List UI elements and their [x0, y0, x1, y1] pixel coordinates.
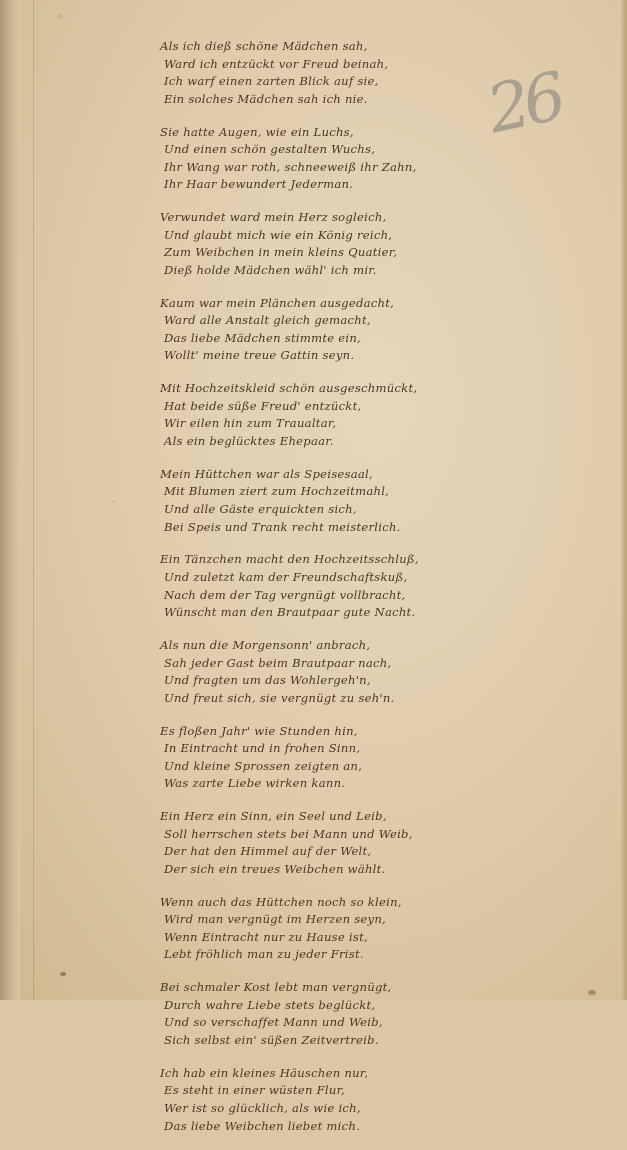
page-edge — [621, 0, 627, 1000]
poem-line: Ein Tänzchen macht den Hochzeitsschluß, — [160, 552, 419, 567]
poem-line: In Eintracht und in frohen Sinn, — [164, 741, 361, 756]
poem-line: Und so verschaffet Mann und Weib, — [164, 1015, 383, 1030]
binding-edge-line — [33, 0, 34, 1000]
poem-line: Und freut sich, sie vergnügt zu seh'n. — [164, 690, 395, 705]
paper-stain — [60, 972, 66, 976]
stanza — [160, 979, 505, 1049]
poem-line: Zum Weibchen in mein kleins Quatier, — [164, 245, 398, 260]
poem-line: Mit Blumen ziert zum Hochzeitmahl, — [164, 484, 390, 499]
poem-line: Bei Speis und Trank recht meisterlich. — [164, 519, 401, 534]
stanza — [160, 124, 505, 194]
poem-line: Das liebe Mädchen stimmte ein, — [164, 330, 361, 345]
poem-line: Was zarte Liebe wirken kann. — [164, 776, 346, 791]
poem-line: Ward alle Anstalt gleich gemacht, — [164, 313, 371, 328]
binding-shadow — [0, 0, 20, 1000]
poem-line: Wünscht man den Brautpaar gute Nacht. — [164, 605, 416, 620]
stanza — [160, 637, 505, 707]
poem-line: Und einen schön gestalten Wuchs, — [164, 142, 376, 157]
paper-stain — [58, 14, 63, 19]
poem-line: Bei schmaler Kost lebt man vergnügt, — [160, 980, 392, 995]
stanza — [160, 209, 505, 279]
pencil-page-number: 26 — [480, 58, 568, 149]
poem-line: Es floßen Jahr' wie Stunden hin, — [160, 723, 358, 738]
poem-line: Ein Herz ein Sinn, ein Seel und Leib, — [160, 809, 387, 824]
poem-line: Lebt fröhlich man zu jeder Frist. — [164, 947, 364, 962]
poem-line: Und alle Gäste erquickten sich, — [164, 502, 357, 516]
poem-line: Dieß holde Mädchen wähl' ich mir. — [164, 262, 377, 277]
stanza — [160, 894, 505, 964]
poem-line: Der sich ein treues Weibchen wählt. — [164, 861, 386, 876]
stanza — [160, 551, 505, 621]
paper-stain — [112, 500, 115, 503]
stanza — [160, 295, 505, 365]
poem-line: Sich selbst ein' süßen Zeitvertreib. — [164, 1032, 379, 1047]
poem-line: Soll herrschen stets bei Mann und Weib, — [164, 826, 413, 841]
poem-line: Wer ist so glücklich, als wie ich, — [164, 1100, 361, 1115]
poem-line: Verwundet ward mein Herz sogleich, — [160, 210, 387, 225]
poem-line: Mit Hochzeitskleid schön ausgeschmückt, — [160, 381, 418, 396]
poem-line: Wird man vergnügt im Herzen seyn, — [164, 912, 386, 927]
poem-line: Nach dem der Tag vergnügt vollbracht, — [164, 587, 406, 602]
stanza — [160, 466, 505, 536]
paper-stain — [588, 990, 596, 995]
stanza — [160, 1065, 505, 1135]
poem-line: Und kleine Sprossen zeigten an, — [164, 758, 363, 773]
poem-line: Sah jeder Gast beim Brautpaar nach, — [164, 655, 392, 670]
poem-line: Sie hatte Augen, wie ein Luchs, — [160, 124, 354, 139]
poem-line: Durch wahre Liebe stets beglückt, — [164, 997, 376, 1012]
poem-line: Ward ich entzückt vor Freud beinah, — [164, 56, 389, 71]
stanza — [160, 38, 505, 108]
poem-line: Wenn Eintracht nur zu Hause ist, — [164, 929, 368, 944]
poem-line: Das liebe Weibchen liebet mich. — [164, 1118, 361, 1133]
poem-line: Ihr Haar bewundert Jederman. — [164, 177, 354, 192]
poem-line: Der hat den Himmel auf der Welt, — [164, 844, 372, 859]
poem-line: Ich warf einen zarten Blick auf sie, — [164, 74, 379, 89]
stanza — [160, 723, 505, 793]
poem-line: Als ein beglücktes Ehepaar. — [164, 434, 334, 449]
poem-line: Hat beide süße Freud' entzückt, — [164, 398, 362, 413]
poem-line: Und zuletzt kam der Freundschaftskuß, — [164, 569, 408, 584]
poem-line: Wollt' meine treue Gattin seyn. — [164, 348, 355, 363]
stanza — [160, 380, 505, 450]
poem-text — [160, 38, 505, 1150]
poem-line: Kaum war mein Plänchen ausgedacht, — [160, 295, 395, 310]
poem-line: Und glaubt mich wie ein König reich, — [164, 227, 393, 242]
poem-line: Es steht in einer wüsten Flur, — [164, 1083, 346, 1098]
poem-line: Und fragten um das Wohlergeh'n, — [164, 673, 371, 688]
poem-line: Ein solches Mädchen sah ich nie. — [164, 91, 368, 106]
stanza — [160, 808, 505, 878]
poem-line: Mein Hüttchen war als Speisesaal, — [160, 466, 373, 481]
poem-line: Wir eilen hin zum Traualtar, — [164, 416, 337, 431]
poem-line: Wenn auch das Hüttchen noch so klein, — [160, 894, 402, 909]
poem-line: Ihr Wang war roth, schneeweiß ihr Zahn, — [164, 159, 417, 174]
poem-line: Ich hab ein kleines Häuschen nur, — [160, 1065, 369, 1080]
poem-line: Als ich dieß schöne Mädchen sah, — [160, 39, 368, 53]
poem-line: Als nun die Morgensonn' anbrach, — [160, 637, 371, 652]
